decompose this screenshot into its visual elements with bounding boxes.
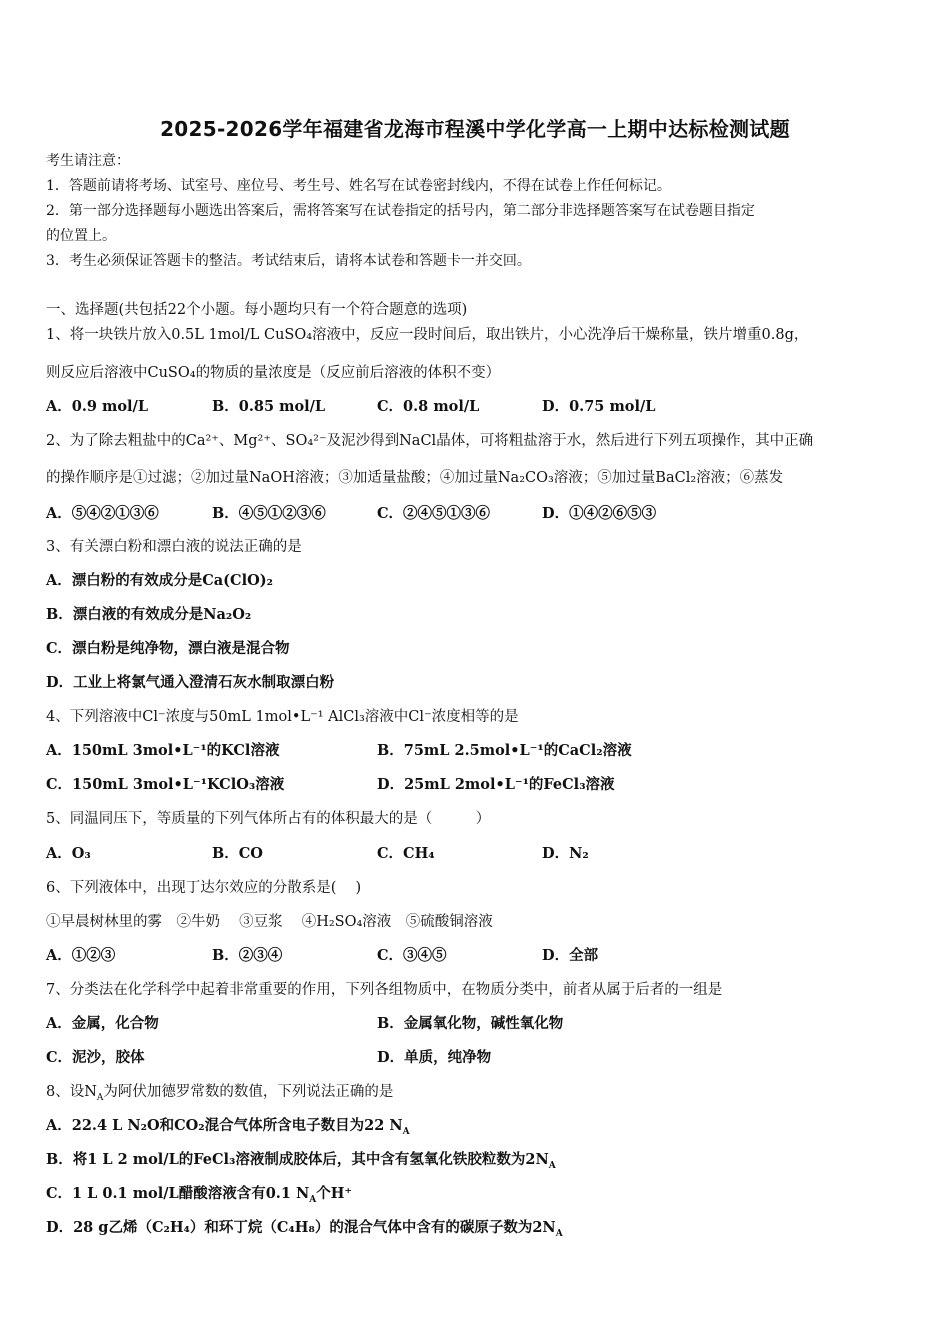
question-4-option-b: B．75mL 2.5mol•L⁻¹的CaCl₂溶液 [377,742,632,759]
question-8-option-d: D．28 g乙烯（C₂H₄）和环丁烷（C₄H₈）的混合气体中含有的碳原子数为$2N_A$ [46,1219,563,1239]
question-5-option-d: D．N₂ [542,845,589,862]
question-1-option-d: D．0.75 mol/L [542,398,656,415]
question-7-stem: 7、分类法在化学科学中起着非常重要的作用，下列各组物质中，在物质分类中，前者从属于后者的一组是 [46,982,723,998]
question-3-option-d: D．工业上将氯气通入澄清石灰水制取漂白粉 [46,674,335,691]
question-5-option-b: B．CO [212,845,263,862]
question-6-items: ①早晨树林里的雾 ②牛奶 ③豆浆 ④H₂SO₄溶液 ⑤硫酸铜溶液 [46,914,493,930]
question-7-option-b: B．金属氧化物，碱性氧化物 [377,1015,564,1032]
notice-heading: 考生请注意： [46,153,130,169]
question-1-option-c: C．0.8 mol/L [377,398,480,415]
question-2-stem-cont: 的操作顺序是①过滤；②加过量NaOH溶液；③加适量盐酸；④加过量Na₂CO₃溶液；⑤加过量BaCl₂溶液；⑥蒸发 [46,470,784,486]
question-1-option-a: A．0.9 mol/L [46,398,149,415]
question-6-option-b: B．②③④ [212,947,283,964]
question-5-option-c: C．CH₄ [377,845,435,862]
question-2-option-d: D．①④②⑥⑤③ [542,505,657,522]
question-4-option-d: D．25mL 2mol•L⁻¹的FeCl₃溶液 [377,776,615,793]
question-4-option-c: C．150mL 3mol•L⁻¹KClO₃溶液 [46,776,285,793]
question-2-stem: 2、为了除去粗盐中的Ca²⁺、Mg²⁺、SO₄²⁻及泥沙得到NaCl晶体，可将粗盐溶于水，然后进行下列五项操作，其中正确 [46,433,814,449]
question-7-option-d: D．单质，纯净物 [377,1049,492,1066]
question-8-option-a: A．22.4 L N₂O和CO₂混合气体所含电子数目为22 $N_A$ [46,1117,410,1137]
notice-item: 2．第一部分选择题每小题选出答案后，需将答案写在试卷指定的括号内，第二部分非选择题答案写在试卷题目指定 [46,203,755,219]
question-8-option-b: B．将1 L 2 mol/L的FeCl₃溶液制成胶体后，其中含有氢氧化铁胶粒数为$2N_A$ [46,1151,556,1171]
page-title: 2025-2026学年福建省龙海市程溪中学化学高一上期中达标检测试题 [160,117,790,141]
question-1-stem: 1、将一块铁片放入0.5L 1mol/L CuSO₄溶液中，反应一段时间后，取出铁片，小心洗净后干燥称量，铁片增重0.8g， [46,327,809,343]
question-6-option-d: D．全部 [542,947,599,964]
notice-item: 3．考生必须保证答题卡的整洁。考试结束后，请将本试卷和答题卡一并交回。 [46,253,531,269]
question-6-option-a: A．①②③ [46,947,116,964]
question-5-option-a: A．O₃ [46,845,91,862]
question-8-option-c: C．1 L 0.1 mol/L醋酸溶液含有0.1 $N_A$个H⁺ [46,1185,353,1205]
question-3-stem: 3、有关漂白粉和漂白液的说法正确的是 [46,539,302,555]
section-heading: 一、选择题(共包括22个小题。每小题均只有一个符合题意的选项) [46,302,468,318]
question-1-option-b: B．0.85 mol/L [212,398,326,415]
question-2-option-c: C．②④⑤①③⑥ [377,505,491,522]
question-3-option-a: A．漂白粉的有效成分是Ca(ClO)₂ [46,572,273,589]
question-7-option-c: C．泥沙，胶体 [46,1049,145,1066]
question-6-stem: 6、下列液体中，出现丁达尔效应的分散系是( ) [46,880,362,896]
notice-item: 的位置上。 [46,228,116,244]
question-2-option-a: A．⑤④②①③⑥ [46,505,159,522]
question-7-option-a: A．金属，化合物 [46,1015,159,1032]
question-2-option-b: B．④⑤①②③⑥ [212,505,326,522]
question-6-option-c: C．③④⑤ [377,947,447,964]
question-5-stem: 5、同温同压下，等质量的下列气体所占有的体积最大的是（ ） [46,811,491,827]
notice-item: 1．答题前请将考场、试室号、座位号、考生号、姓名写在试卷密封线内，不得在试卷上作任何标记。 [46,178,671,194]
question-4-stem: 4、下列溶液中Cl⁻浓度与50mL 1mol•L⁻¹ AlCl₃溶液中Cl⁻浓度相等的是 [46,709,519,725]
question-3-option-c: C．漂白粉是纯净物，漂白液是混合物 [46,640,290,657]
question-1-stem-cont: 则反应后溶液中CuSO₄的物质的量浓度是（反应前后溶液的体积不变） [46,365,501,381]
question-4-option-a: A．150mL 3mol•L⁻¹的KCl溶液 [46,742,280,759]
question-3-option-b: B．漂白液的有效成分是Na₂O₂ [46,606,252,623]
question-8-stem: 8、设$N_A$为阿伏加德罗常数的数值，下列说法正确的是 [46,1084,394,1103]
